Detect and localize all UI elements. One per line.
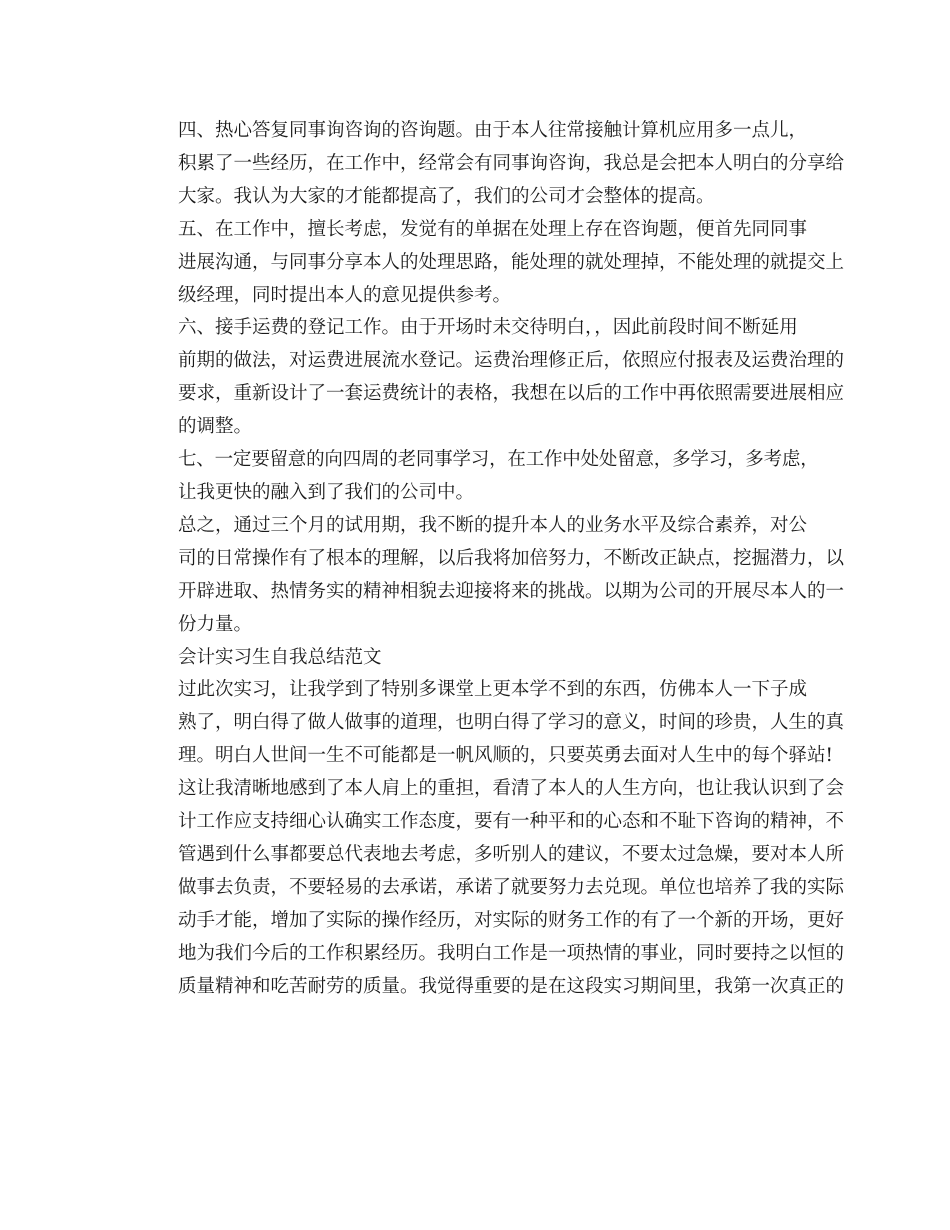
text-line: 积累了一些经历，在工作中，经常会有同事询咨询，我总是会把本人明白的分享给 (178, 152, 845, 174)
document-body (140, 115, 845, 1003)
text-line: 做事去负责，不要轻易的去承诺，承诺了就要努力去兑现。单位也培养了我的实际 (178, 876, 845, 898)
text-line: 让我更快的融入到了我们的公司中。 (178, 481, 475, 503)
text-line: 这让我清晰地感到了本人肩上的重担，看清了本人的人生方向，也让我认识到了会 (178, 778, 845, 800)
text-line: 要求，重新设计了一套运费统计的表格，我想在以后的工作中再依照需要进展相应 (178, 383, 845, 405)
text-line: 质量精神和吃苦耐劳的质量。我觉得重要的是在这段实习期间里，我第一次真正的 (178, 975, 845, 997)
text-line: 计工作应支持细心认确实工作态度，要有一种平和的心态和不耻下咨询的精神，不 (178, 811, 845, 833)
text-line: 理。明白人世间一生不可能都是一帆风顺的，只要英勇去面对人生中的每个驿站! (178, 745, 833, 767)
section-title: 会计实习生自我总结范文 (178, 646, 382, 668)
text-line: 动手才能，增加了实际的操作经历，对实际的财务工作的有了一个新的开场，更好 (178, 909, 845, 931)
text-line: 六、接手运费的登记工作。由于开场时未交待明白，，因此前段时间不断延用 (178, 317, 798, 339)
text-line: 进展沟通，与同事分享本人的处理思路，能处理的就处理掉，不能处理的就提交上 (178, 251, 845, 273)
text-line: 地为我们今后的工作积累经历。我明白工作是一项热情的事业，同时要持之以恒的 (178, 942, 845, 964)
text-line: 熟了，明白得了做人做事的道理，也明白得了学习的意义，时间的珍贵，人生的真 (178, 712, 845, 734)
text-line: 总之，通过三个月的试用期，我不断的提升本人的业务水平及综合素养，对公 (178, 514, 808, 536)
paragraph-five (140, 214, 845, 313)
text-line: 级经理，同时提出本人的意见提供参考。 (178, 284, 512, 306)
text-line: 过此次实习，让我学到了特别多课堂上更本学不到的东西，仿佛本人一下子成 (178, 679, 808, 701)
text-line: 司的日常操作有了根本的理解，以后我将加倍努力，不断改正缺点，挖掘潜力，以 (178, 547, 845, 569)
text-line: 开辟进取、热情务实的精神相貌去迎接将来的挑战。以期为公司的开展尽本人的一 (178, 580, 845, 602)
text-line: 管遇到什么事都要总代表地去考虑，多听别人的建议，不要太过急燥，要对本人所 (178, 843, 845, 865)
text-line: 四、热心答复同事询咨询的咨询题。由于本人往常接触计算机应用多一点儿， (178, 120, 808, 141)
text-line: 七、一定要留意的向四周的老同事学习，在工作中处处留意，多学习，多考虑， (178, 449, 819, 471)
paragraph-six (140, 312, 845, 444)
text-line: 五、在工作中，擅长考虑，发觉有的单据在处理上存在咨询题，便首先同同事 (178, 218, 808, 240)
text-line: 份力量。 (178, 613, 253, 635)
text-line: 前期的做法，对运费进展流水登记。运费治理修正后，依照应付报表及运费治理的 (178, 350, 845, 372)
paragraph-internship (140, 674, 845, 1003)
text-line: 的调整。 (178, 416, 253, 438)
paragraph-summary (140, 510, 845, 642)
paragraph-four (140, 115, 845, 214)
text-line: 大家。我认为大家的才能都提高了，我们的公司才会整体的提高。 (178, 185, 715, 207)
paragraph-seven (140, 444, 820, 510)
